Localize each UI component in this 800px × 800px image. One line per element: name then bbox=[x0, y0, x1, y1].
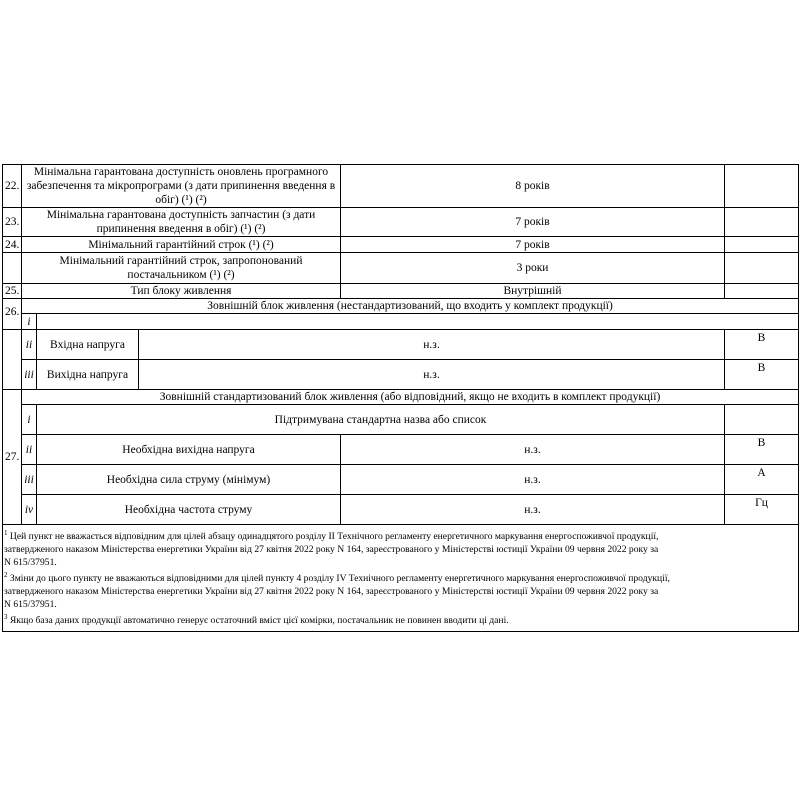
row-note-cell bbox=[725, 237, 799, 253]
row-27-i bbox=[3, 405, 799, 435]
row-label: Мінімальний гарантійний строк, запропонований постачальником (¹) (²) bbox=[22, 253, 341, 284]
footnote-mark: 3 bbox=[4, 613, 8, 622]
footnote-mark: 1 bbox=[4, 529, 8, 537]
row-26-iii bbox=[3, 360, 799, 390]
row-24 bbox=[3, 237, 799, 253]
footnotes bbox=[2, 525, 799, 632]
row-label: Мінімальний гарантійний строк (¹) (²) bbox=[22, 237, 341, 253]
row-note-cell bbox=[725, 284, 799, 299]
footnote-text: N 615/37951. bbox=[4, 599, 57, 611]
sub-value: н.з. bbox=[139, 330, 725, 360]
row-number bbox=[3, 253, 22, 284]
sub-label: Необхідна частота струму bbox=[37, 495, 341, 525]
footnote-text: N 615/37951. bbox=[4, 557, 57, 569]
footnote-1-cont bbox=[4, 543, 798, 556]
footnote-2-cont bbox=[4, 585, 798, 598]
sub-index: ii bbox=[22, 435, 37, 465]
footnote-text: Зміни до цього пункту не вважаються відповідними для цілей пункту 4 розділу IV Технічного регламенту енергетичного маркування енергоспоживчої продукції, bbox=[9, 573, 670, 585]
sub-label: Вхідна напруга bbox=[37, 330, 139, 360]
sub-unit: В bbox=[725, 330, 799, 360]
sub-label: Необхідна вихідна напруга bbox=[37, 435, 341, 465]
footnote-1-cont bbox=[4, 556, 798, 569]
sub-label: Необхідна сила струму (мінімум) bbox=[37, 465, 341, 495]
sub-unit: В bbox=[725, 435, 799, 465]
row-label: Мінімальна гарантована доступність запчастин (з дати припинення введення в обіг) (¹) (²) bbox=[22, 208, 341, 237]
footnote-mark: 2 bbox=[4, 571, 8, 580]
row-27-iii bbox=[3, 465, 799, 495]
section-title: Зовнішній стандартизований блок живлення (або відповідний, якщо не входить в комплект продукції) bbox=[22, 390, 799, 405]
footnote-text: затвердженого наказом Міністерства енергетики України від 27 квітня 2022 року N 164, зареєстрованого у Міністерстві юстиції України 09 червня 2022 року за bbox=[4, 544, 659, 556]
sub-empty-cell bbox=[37, 314, 799, 330]
row-number: 22. bbox=[3, 165, 22, 208]
row-number: 27. bbox=[3, 390, 22, 525]
row-number: 25. bbox=[3, 284, 22, 299]
sub-value: н.з. bbox=[341, 495, 725, 525]
sub-index: iv bbox=[22, 495, 37, 525]
row-number: 26. bbox=[3, 299, 22, 330]
row-label: Мінімальна гарантована доступність оновлень програмного забезпечення та мікропрограми (з дати припинення введення в обіг) (¹) (²) bbox=[22, 165, 341, 208]
row-value: 7 років bbox=[341, 208, 725, 237]
row-note-cell bbox=[725, 253, 799, 284]
sub-label: Вихідна напруга bbox=[37, 360, 139, 390]
row-value: Внутрішній bbox=[341, 284, 725, 299]
row-number: 24. bbox=[3, 237, 22, 253]
sub-unit: А bbox=[725, 465, 799, 495]
sub-unit: В bbox=[725, 360, 799, 390]
row-value: 7 років bbox=[341, 237, 725, 253]
row-25 bbox=[3, 284, 799, 299]
row-number-spacer bbox=[3, 330, 22, 390]
row-26-i bbox=[3, 314, 799, 330]
row-26-title bbox=[3, 299, 799, 314]
footnote-text: Цей пункт не вважається відповідним для цілей абзацу одинадцятого розділу II Технічного регламенту енергетичного маркування енергоспоживчої продукції, bbox=[9, 531, 659, 543]
sub-index: iii bbox=[22, 360, 37, 390]
row-value: 8 років bbox=[341, 165, 725, 208]
sub-unit: Гц bbox=[725, 495, 799, 525]
sub-label: Підтримувана стандартна назва або список bbox=[37, 405, 725, 435]
row-22 bbox=[3, 165, 799, 208]
row-27-ii bbox=[3, 435, 799, 465]
footnote-1 bbox=[4, 527, 798, 543]
row-label: Тип блоку живлення bbox=[22, 284, 341, 299]
sub-value: н.з. bbox=[139, 360, 725, 390]
sub-index: i bbox=[22, 314, 37, 330]
row-27-title bbox=[3, 390, 799, 405]
row-value: 3 роки bbox=[341, 253, 725, 284]
footnote-2-cont bbox=[4, 598, 798, 611]
row-note-cell bbox=[725, 165, 799, 208]
sub-index: i bbox=[22, 405, 37, 435]
sub-index: ii bbox=[22, 330, 37, 360]
row-26-ii bbox=[3, 330, 799, 360]
product-info-sheet bbox=[2, 164, 798, 632]
sub-unit bbox=[725, 405, 799, 435]
footnote-2 bbox=[4, 569, 798, 585]
specification-table bbox=[2, 164, 799, 525]
row-23 bbox=[3, 208, 799, 237]
row-27-iv bbox=[3, 495, 799, 525]
sub-index: iii bbox=[22, 465, 37, 495]
footnote-text: затвердженого наказом Міністерства енергетики України від 27 квітня 2022 року N 164, зареєстрованого у Міністерстві юстиції України 09 червня 2022 року за bbox=[4, 586, 659, 598]
section-title: Зовнішній блок живлення (нестандартизований, що входить у комплект продукції) bbox=[22, 299, 799, 314]
row-number: 23. bbox=[3, 208, 22, 237]
footnote-text: Якщо база даних продукції автоматично генерує остаточний вміст цієї комірки, постачальник не повинен вводити ці дані. bbox=[9, 615, 509, 627]
sub-value: н.з. bbox=[341, 465, 725, 495]
footnote-3 bbox=[4, 611, 798, 627]
row-note-cell bbox=[725, 208, 799, 237]
sub-value: н.з. bbox=[341, 435, 725, 465]
row-24-supplier bbox=[3, 253, 799, 284]
